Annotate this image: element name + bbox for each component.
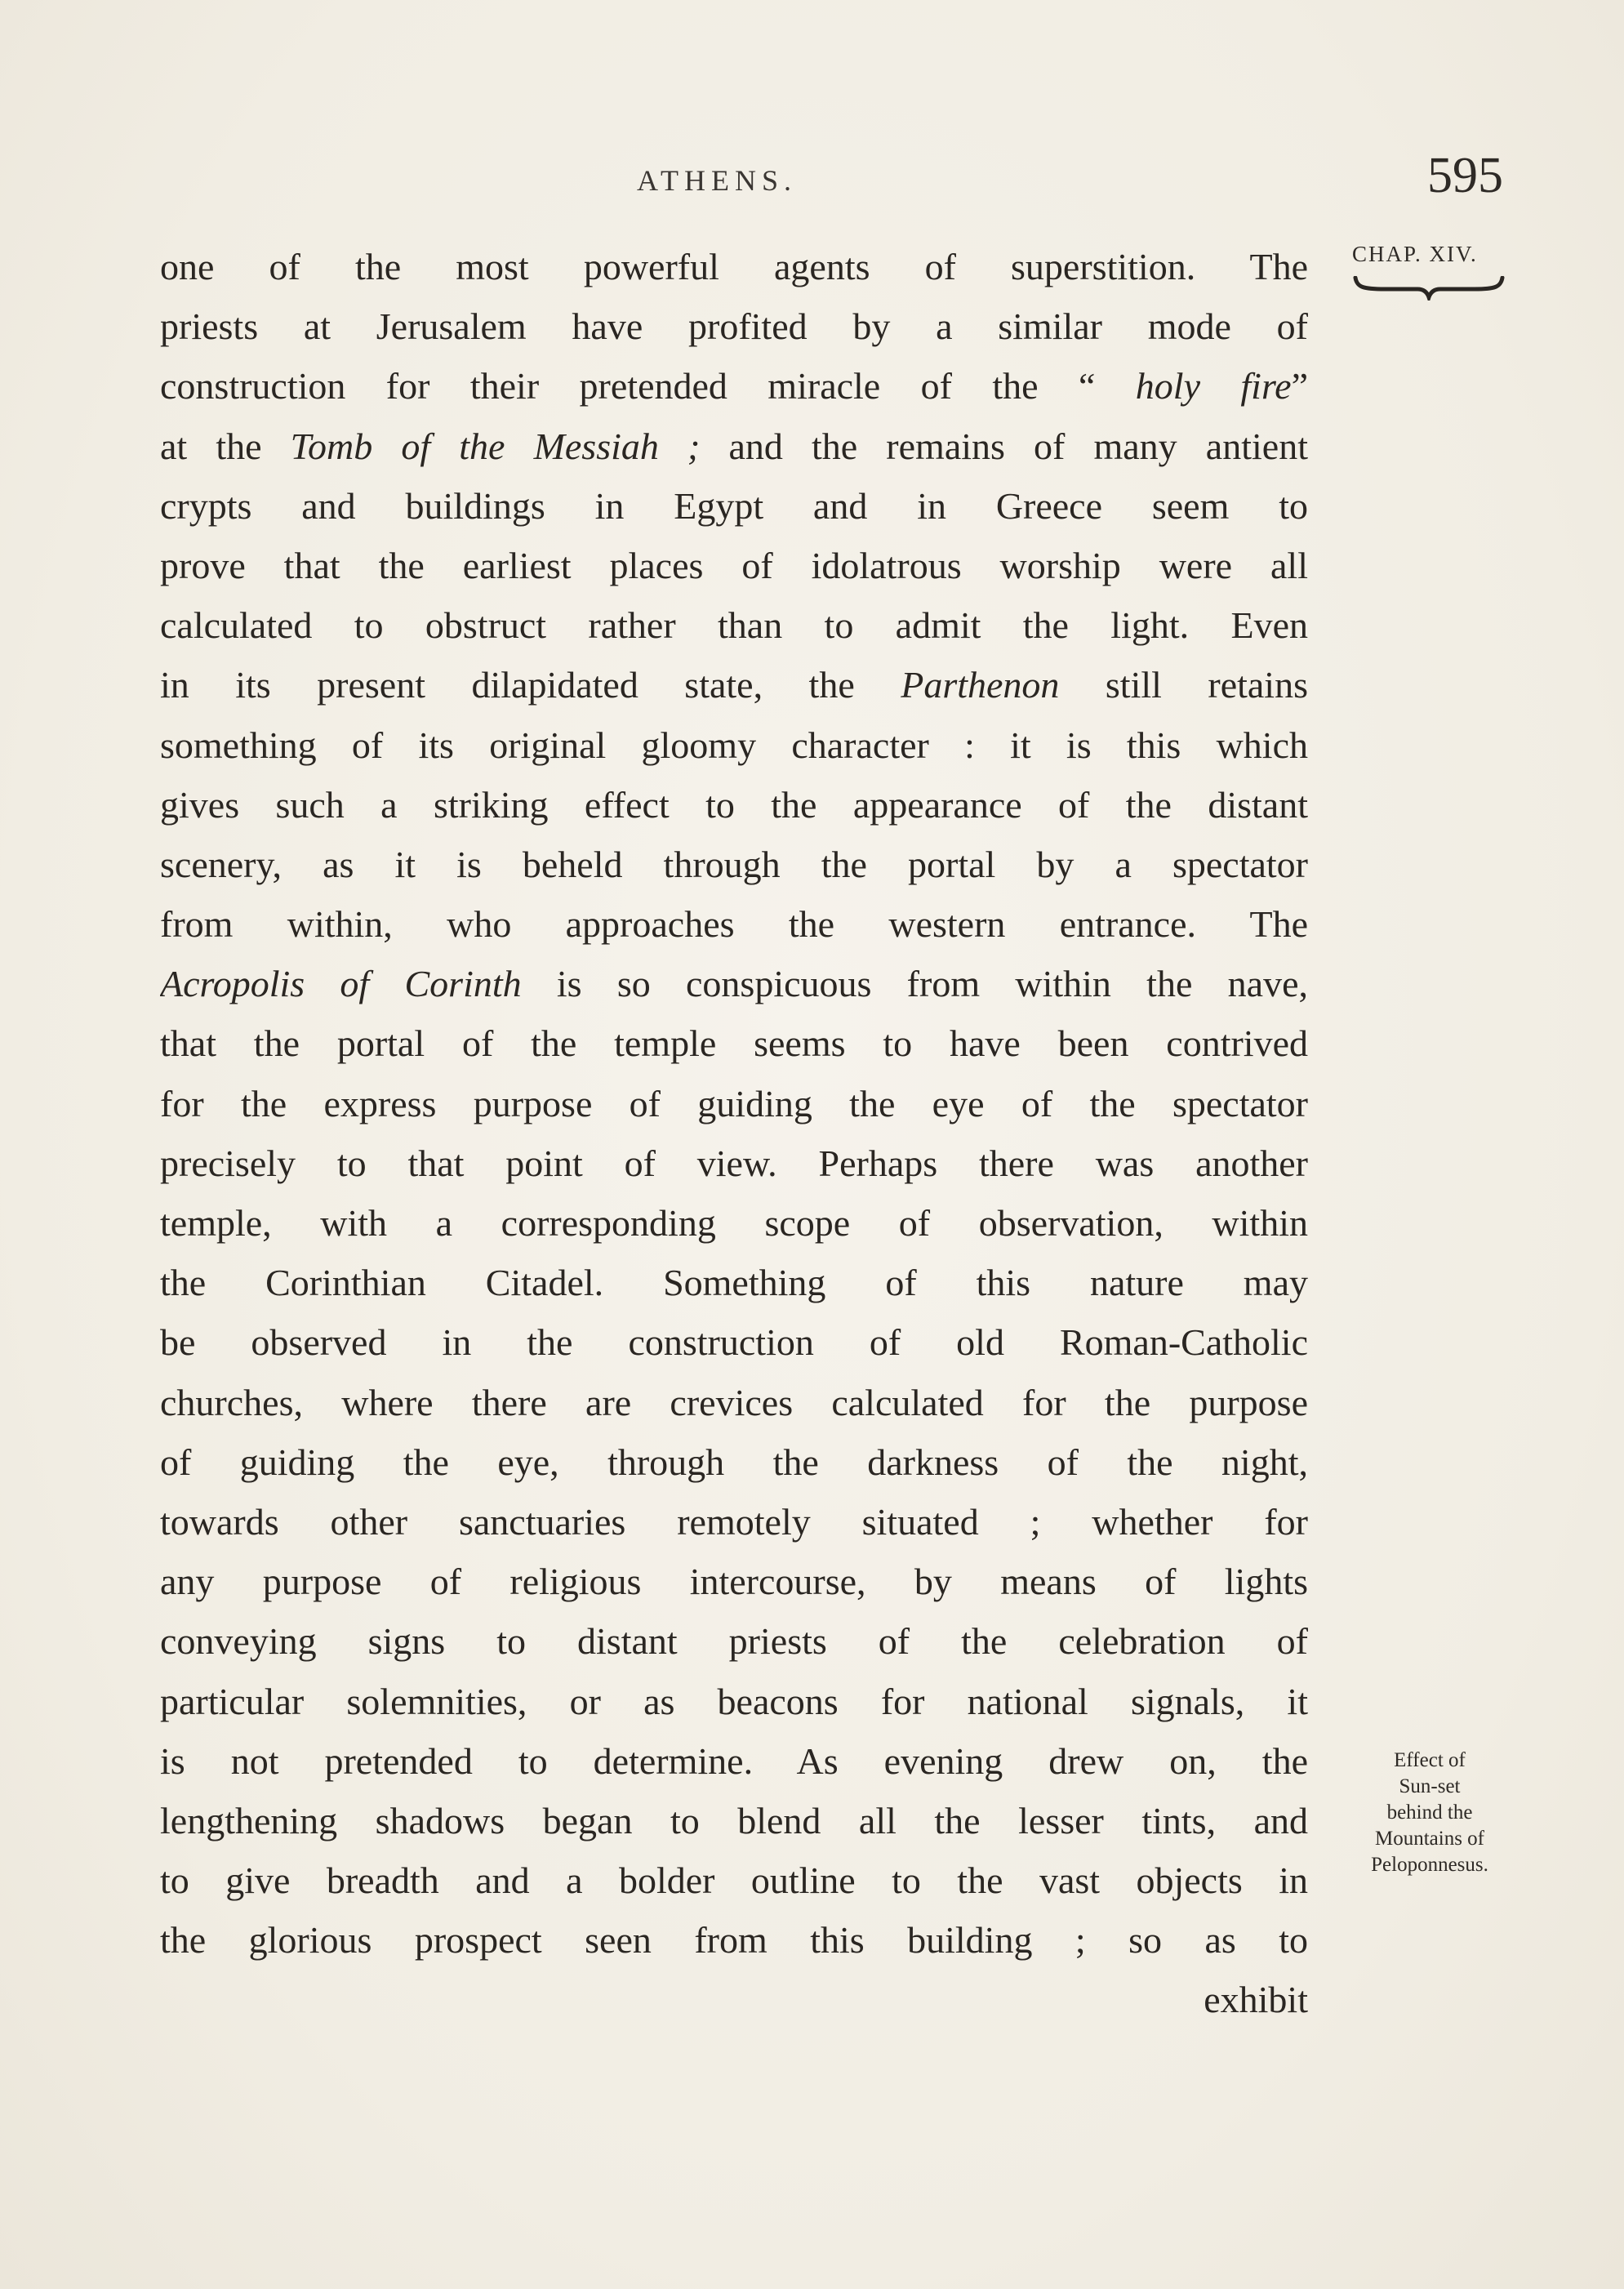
text-run: gives such a striking effect to the appearance of the distant xyxy=(160,783,1308,826)
text-line xyxy=(160,894,1308,954)
text-line xyxy=(160,356,1308,416)
text-run: churches, where there are crevices calculated for the purpose xyxy=(160,1381,1308,1423)
text-run: particular solemnities, or as beacons for national signals, it xyxy=(160,1680,1308,1722)
text-line xyxy=(160,237,1308,296)
italic-text: Tomb of the Messiah ; xyxy=(290,425,701,467)
text-run: crypts and buildings in Egypt and in Greece seem to xyxy=(160,484,1308,527)
text-run: any purpose of religious intercourse, by means of lights xyxy=(160,1561,1308,1603)
italic-text: holy fire xyxy=(1135,365,1292,407)
text-run: in its present dilapidated state, the xyxy=(160,664,901,706)
text-run: lengthening shadows began to blend all the lesser tints, and xyxy=(160,1799,1308,1841)
chapter-label: CHAP. XIV. xyxy=(1352,242,1478,266)
text-line xyxy=(160,835,1308,894)
text-line xyxy=(160,1312,1308,1372)
text-run: for the express purpose of guiding the eye of the spectator xyxy=(160,1082,1308,1124)
text-run: towards other sanctuaries remotely situated ; whether for xyxy=(160,1500,1308,1543)
text-run: the Corinthian Citadel. Something of this nature may xyxy=(160,1262,1308,1304)
text-line xyxy=(160,1611,1308,1671)
text-line xyxy=(160,655,1308,715)
text-line xyxy=(160,715,1308,775)
text-run: to give breadth and a bolder outline to the vast objects in xyxy=(160,1859,1308,1902)
text-run: scenery, as it is beheld through the portal by a spectator xyxy=(160,843,1308,885)
text-line xyxy=(160,476,1308,536)
text-line xyxy=(160,1850,1308,1910)
text-line xyxy=(160,1731,1308,1791)
chapter-brace-icon xyxy=(1352,276,1506,301)
text-line xyxy=(160,1552,1308,1611)
text-line xyxy=(160,1373,1308,1432)
text-line xyxy=(160,1253,1308,1312)
text-line xyxy=(160,1910,1308,1970)
text-line xyxy=(160,775,1308,835)
text-run: one of the most powerful agents of superstition. The xyxy=(160,246,1308,287)
catchword: exhibit xyxy=(1204,1979,1308,2021)
text-line xyxy=(160,416,1308,476)
marginal-note-line: Peloponnesus. xyxy=(1371,1854,1488,1876)
marginal-note xyxy=(1336,1748,1524,1878)
page-number: 595 xyxy=(1427,148,1503,203)
text-run: still retains xyxy=(1059,664,1308,706)
text-run: temple, with a corresponding scope of observation, within xyxy=(160,1202,1308,1244)
marginal-note-line: Mountains of xyxy=(1374,1828,1485,1850)
text-line xyxy=(160,1074,1308,1133)
text-run: prove that the earliest places of idolatrous worship were all xyxy=(160,544,1308,586)
text-run: and the remains of many antient xyxy=(700,425,1308,467)
text-line xyxy=(160,1432,1308,1492)
text-line xyxy=(160,1672,1308,1731)
text-line xyxy=(160,1492,1308,1552)
marginal-note-line: behind the xyxy=(1386,1801,1473,1824)
text-run: be observed in the construction of old Roman-Catholic xyxy=(160,1321,1308,1364)
italic-text: Acropolis of Corinth xyxy=(160,963,522,1005)
text-line xyxy=(160,1013,1308,1073)
marginal-note-line: Sun-set xyxy=(1399,1775,1461,1797)
text-run: at the xyxy=(160,425,291,467)
text-line xyxy=(160,536,1308,595)
text-line xyxy=(160,1133,1308,1193)
marginal-note-line: Effect of xyxy=(1394,1749,1466,1771)
text-run: that the portal of the temple seems to have been contrived xyxy=(160,1022,1308,1065)
text-run: the glorious prospect seen from this building ; so as to xyxy=(160,1919,1308,1962)
text-run: something of its original gloomy character : it is this which xyxy=(160,724,1308,766)
italic-text: Parthenon xyxy=(901,664,1060,706)
body-text xyxy=(160,237,1308,2030)
text-run: is not pretended to determine. As evening drew on, the xyxy=(160,1739,1308,1782)
text-line xyxy=(160,296,1308,356)
text-run: construction for their pretended miracle of the “ xyxy=(160,365,1136,407)
text-run: precisely to that point of view. Perhaps there was another xyxy=(160,1142,1308,1184)
text-line xyxy=(160,595,1308,655)
text-line xyxy=(160,954,1308,1013)
text-run: is so conspicuous from within the nave, xyxy=(521,963,1308,1005)
running-title: ATHENS. xyxy=(637,164,798,197)
text-line xyxy=(160,1193,1308,1253)
text-run: conveying signs to distant priests of the celebration of xyxy=(160,1620,1308,1663)
text-run: of guiding the eye, through the darkness of the night, xyxy=(160,1441,1308,1483)
text-run: priests at Jerusalem have profited by a similar mode of xyxy=(160,305,1308,348)
text-run: calculated to obstruct rather than to admit the light. Even xyxy=(160,604,1308,647)
text-line xyxy=(160,1791,1308,1850)
text-run: from within, who approaches the western entrance. The xyxy=(160,903,1308,946)
text-run: ” xyxy=(1291,365,1308,407)
